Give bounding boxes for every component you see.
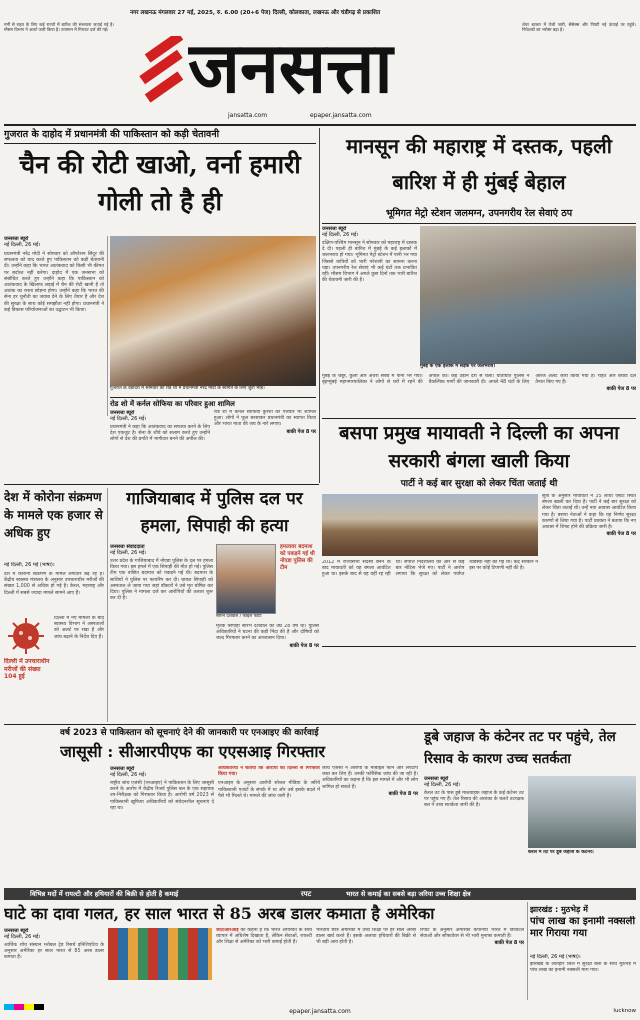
jharkhand-dateline: नई दिल्ली, 26 मई (भाषा)। bbox=[530, 954, 581, 960]
covid-map-label: दिल्ली में उपचाराधीन मरीजों की संख्या 104 हुई bbox=[4, 658, 50, 680]
mayawati-headline[interactable]: बसपा प्रमुख मायावती ने दिल्ली का अपना सरकारी बंगला खाली किया bbox=[339, 423, 619, 472]
brand-logo[interactable]: जनसत्ता bbox=[188, 26, 393, 109]
covid-dateline: नई दिल्ली, 26 मई (भाषा)। bbox=[4, 562, 55, 568]
website-link[interactable]: jansatta.com bbox=[228, 112, 268, 119]
economy-more[interactable]: बाकी पेज 8 पर bbox=[494, 940, 524, 947]
lead-column-1: जनसत्ता ब्यूरो नई दिल्ली, 26 मई। प्रधानमंत्री नरेंद्र मोदी ने सोमवार को ऑपरेशन सिंदूर की सफलता को याद करते हुए पाकिस्तान को कड़ी चेतावनी दी। उन्होंने कहा कि भारत आतंकवाद को किसी भी कीमत पर बर्दाश्त नहीं करेगा। दाहोद में एक जनसभा को संबोधित करते हुए उन्होंने कहा कि पाकिस्तान को आतंकवाद के खिलाफ लड़ाई में चैन की रोटी खानी है तो आतंक का रास्ता छोड़ना होगा। उन्होंने कहा कि भारत की सेना हर चुनौती का जवाब देने के लिए तैयार है और देश की सुरक्षा के साथ कोई समझौता नहीं होगा। प्रधानमंत्री ने कई विकास परियोजनाओं का उद्घाटन भी किया। bbox=[4, 236, 104, 313]
lead-bureau: जनसत्ता ब्यूरो bbox=[4, 236, 29, 242]
ship-headline[interactable]: डूबे जहाज के कंटेनर तट पर पहुंचे, तेल रिसाव के कारण उच्च सतर्कता bbox=[424, 729, 616, 767]
economy-column-2: जीटीआरआइ का कहना है कि भारत अमेरिका के साथ व्यापार में अधिशेष दिखाता है, लेकिन सेवाओं, रायल्टी और शिक्षा से अमेरिका को भारी कमाई होती है। bbox=[216, 928, 312, 946]
lead-kicker: गुजरात के दाहोद में प्रधानमंत्री की पाकिस्तान को कड़ी चेतावनी bbox=[4, 129, 220, 140]
monsoon-photo bbox=[420, 226, 636, 364]
color-bar bbox=[4, 1004, 44, 1010]
mayawati-photo bbox=[322, 494, 538, 556]
ghaziabad-column-2: मृतक सिपाही सौरभ देशवाल की उम्र 28 वर्ष थी। पुलिस अधिकारियों ने घटना की कड़ी निंदा की है और दोषियों को जल्द गिरफ्तार करने का आश्वासन दिया। बाकी पेज 8 पर bbox=[216, 624, 319, 649]
monsoon-photo-caption: मुंबई के एक इलाके में सड़क पर जलभराव। bbox=[420, 364, 496, 369]
ghaziabad-photo-label: सौरभ देशवाल / फाइल फोटो bbox=[216, 614, 262, 619]
lead-photo-caption: रोड शो में कर्नल सोफिया का परिवार हुआ शामिल bbox=[110, 397, 316, 409]
ghaziabad-headline[interactable]: गाजियाबाद में पुलिस दल पर हमला, सिपाही की हत्या bbox=[126, 489, 303, 536]
monsoon-subhead: भूमिगत मेट्रो स्टेशन जलमग्न, उपनगरीय रेल सेवाएं ठप bbox=[385, 208, 573, 219]
lead-photo-sub: गुजरात के वडोदरा में सोमवार को रोड शो में प्रधानमंत्री नरेंद्र मोदी के स्वागत के लिए जुटी भीड़। bbox=[110, 386, 265, 391]
ribbon-middle: रपट bbox=[300, 890, 312, 898]
ghaziabad-highlight: हमलावर बदमाश को पकड़ने गई थी नोएडा पुलिस की टीम bbox=[280, 544, 315, 571]
lead-more[interactable]: बाकी पेज 8 पर bbox=[286, 428, 316, 435]
lead-column-3: रोड शो में कर्नल सोफिया कुरैशी का परिवार भी शामिल हुआ। लोगों ने फूल बरसाकर प्रधानमंत्री का स्वागत किया और भारत माता की जय के नारे लगाए। बाकी पेज 8 पर bbox=[214, 410, 316, 435]
lead-column-2: जनसत्ता ब्यूरो नई दिल्ली, 26 मई। प्रधानमंत्री ने कहा कि आतंकवाद का सफाया करने के लिए देश एकजुट है। सेना के शौर्य को सलाम करते हुए उन्होंने लोगों से देश की प्रगति में भागीदार बनने की अपील की। bbox=[110, 410, 210, 443]
lead-headline[interactable]: चैन की रोटी खाओ, वर्ना हमारी गोली तो है ही bbox=[19, 150, 301, 216]
covid-headline[interactable]: देश में कोरोना संक्रमण के मामले एक हजार से अधिक हुए bbox=[4, 490, 103, 540]
mayawati-column-side: सूत्रों के अनुसार मायावती ने 35 लोधी एस्टेट स्थित बंगला खाली कर दिया है। पार्टी ने कई बार सुरक्षा को लेकर चिंता जताई थी। उन्हें नया आवास आवंटित किया गया है। बसपा नेताओं ने कहा कि यह निर्णय सुरक्षा कारणों से लिया गया है। पार्टी प्रवक्ता ने बताया कि नए आवास में शिफ्ट होने की प्रक्रिया जारी है। बाकी पेज 8 पर bbox=[542, 494, 636, 538]
ghaziabad-column-1: जनसत्ता संवाददाता नई दिल्ली, 26 मई। उत्तर प्रदेश के गाजियाबाद में नोएडा पुलिस के दल पर हमला किया गया। इस हमले में एक सिपाही की मौत हो गई। पुलिस टीम एक वांछित बदमाश को पकड़ने गई थी। बदमाश के साथियों ने पुलिस पर फायरिंग कर दी। घायल सिपाही को अस्पताल ले जाया गया जहां डॉक्टरों ने उसे मृत घोषित कर दिया। पुलिस ने मामला दर्ज कर आरोपियों की तलाश शुरू कर दी है। bbox=[110, 544, 213, 602]
ear-right: शेयर बाजार में तेजी जारी, सेंसेक्स और निफ्टी नई ऊंचाई पर पहुंचे। निवेशकों का भरोसा बढ़ा है। bbox=[522, 22, 636, 32]
monsoon-dateline: नई दिल्ली, 26 मई। bbox=[322, 232, 359, 238]
economy-dateline: नई दिल्ली, 26 मई। bbox=[4, 934, 41, 940]
ship-photo bbox=[528, 776, 636, 848]
economy-headline[interactable]: घाटे का दावा गलत, हर साल भारत से 85 अरब डालर कमाता है अमेरिका bbox=[4, 904, 435, 923]
spy-column-2: अधिकारियों ने बताया कि आरोपी को दिल्ली से गिरफ्तार किया गया। एनआइए के अनुसार आरोपी सोशल मीडिया के जरिये पाकिस्तानी एजंटों के संपर्क में था और उसे इसके बदले में पैसे भी मिलते थे। मामले की जांच जारी है। bbox=[218, 766, 320, 799]
monsoon-headline[interactable]: मानसून की महाराष्ट्र में दस्तक, पहली बारिश में ही मुंबई बेहाल bbox=[346, 134, 612, 194]
mayawati-subhead: पार्टी ने कई बार सुरक्षा को लेकर चिंता जताई थी bbox=[400, 479, 558, 489]
lead-col2-bureau: जनसत्ता ब्यूरो bbox=[110, 410, 135, 416]
spy-dateline: नई दिल्ली, 26 मई। bbox=[110, 772, 147, 778]
economy-column-4: रिपोर्ट के अनुसार अमेरिकी कंपनियां भारत में डिजिटल सेवाओं और सॉफ्टवेयर से भी भारी मुनाफा कमाती हैं। बाकी पेज 8 पर bbox=[420, 928, 524, 947]
monsoon-more[interactable]: बाकी पेज 8 पर bbox=[606, 386, 636, 393]
economy-bureau: जनसत्ता ब्यूरो bbox=[4, 928, 29, 934]
ribbon-right: भारत से कमाई का सबसे बड़ा जरिया उच्च शिक्षा क्षेत्र bbox=[346, 890, 471, 898]
economy-column-1: जनसत्ता ब्यूरो नई दिल्ली, 26 मई। आर्थिक शोध संस्थान ग्लोबल ट्रेड रिसर्च इनिशिएटिव के अनुसार अमेरिका हर साल भारत से 85 अरब डालर कमाता है। bbox=[4, 928, 104, 961]
spy-column-3: जांच एजंसी ने आरोपी के मोबाइल फोन और लैपटॉप जब्त कर लिए हैं। उनकी फोरेंसिक जांच की जा रही है। अधिकारियों का कहना है कि इस मामले में और भी लोग शामिल हो सकते हैं। बाकी पेज 8 पर bbox=[322, 766, 418, 797]
covid-column: देश में कोरोना संक्रमण के मामले लगातार बढ़ रहे हैं। केंद्रीय स्वास्थ्य मंत्रालय के अनुसार उपचाराधीन मरीजों की संख्या 1,000 से अधिक हो गई है। केरल, महाराष्ट्र और दिल्ली में सबसे ज्यादा मामले सामने आए हैं। दिल्ली में उपचाराधीन मरीजों की संख्या 104 हुई दिल्ली में नए मामलों के बाद स्वास्थ्य विभाग ने अस्पतालों को अलर्ट पर रखा है और जांच बढ़ाने के निर्देश दिए हैं। bbox=[4, 572, 104, 712]
ghaziabad-bureau: जनसत्ता संवाददाता bbox=[110, 544, 145, 550]
spy-bureau: जनसत्ता ब्यूरो bbox=[110, 766, 135, 772]
spy-column-1: जनसत्ता ब्यूरो नई दिल्ली, 26 मई। राष्ट्रीय जांच एजंसी (एनआइए) ने पाकिस्तान के लिए जासूसी करने के आरोप में केंद्रीय रिजर्व पुलिस बल के एक सहायक उप-निरीक्षक को गिरफ्तार किया है। आरोपी वर्ष 2023 से पाकिस्तानी खुफिया अधिकारियों को संवेदनशील सूचनाएं दे रहा था। bbox=[110, 766, 214, 811]
jharkhand-headline[interactable]: पांच लाख का इनामी नक्सली मार गिराया गया bbox=[530, 916, 636, 939]
ship-photo-caption: केरल में तट पर डूबे जहाज के कंटेनर। bbox=[528, 850, 594, 855]
ghaziabad-more[interactable]: बाकी पेज 8 पर bbox=[289, 642, 319, 649]
spy-more[interactable]: बाकी पेज 8 पर bbox=[388, 790, 418, 797]
lead-col2-dateline: नई दिल्ली, 26 मई। bbox=[110, 416, 147, 422]
jharkhand-column: झारखंड के लातेहार जिले में सुरक्षा बलों के साथ मुठभेड़ में पांच लाख का इनामी नक्सली मारा गया। bbox=[530, 962, 636, 974]
footer-site[interactable]: epaper.jansatta.com bbox=[289, 1008, 351, 1015]
lead-dateline: नई दिल्ली, 26 मई। bbox=[4, 242, 41, 248]
edition-line: नगर लखनऊ मंगलवार 27 मई, 2025, रु. 6.00 (20+6 पेज) दिल्ली, कोलकाता, लखनऊ और चंडीगढ़ से प्रकाशित bbox=[130, 10, 381, 16]
ghaziabad-dateline: नई दिल्ली, 26 मई। bbox=[110, 550, 147, 556]
jharkhand-kicker: झारखंड : मुठभेड़ में bbox=[530, 905, 588, 914]
monsoon-bureau: जनसत्ता ब्यूरो bbox=[322, 226, 347, 232]
footer-city: lucknow bbox=[613, 1008, 636, 1014]
ship-column-1: जनसत्ता ब्यूरो नई दिल्ली, 26 मई। केरल तट के पास डूबे मालवाहक जहाज के कई कंटेनर तट पर पहुंच गए हैं। तेल रिसाव की आशंका के चलते तटरक्षक बल ने उच्च सतर्कता जारी की है। bbox=[424, 776, 524, 809]
economy-photo bbox=[108, 928, 212, 980]
ship-bureau: जनसत्ता ब्यूरो bbox=[424, 776, 449, 782]
brand-logo-mark bbox=[130, 36, 190, 108]
mayawati-columns: 2012 में राज्यसभा सदस्य बनने के बाद मायावती को यह बंगला आवंटित हुआ था। इसके बाद से वह यहीं रह रही थीं। संपत्ति निदेशालय की ओर से कई बार नोटिस भेजे गए। पार्टी ने आरोप लगाया कि सुरक्षा को लेकर पर्याप्त व्यवस्था नहीं की गई थी। केंद्र सरकार ने इस पर कोई टिप्पणी नहीं की है। bbox=[322, 560, 538, 578]
spy-headline[interactable]: जासूसी : सीआरपीएफ का एएसआइ गिरफ्तार bbox=[60, 742, 326, 761]
ribbon-left: विभिन्न मदों में रायल्टी और हथियारों की बिक्री से होती है कमाई bbox=[30, 890, 179, 898]
lead-photo bbox=[110, 236, 316, 386]
monsoon-column-3: मुंबई के चेंबूर, कुर्ला और अंधेरी सबवे में पानी भर गया। बृहन्मुंबई महानगरपालिका ने लोगों से घरों में रहने की अपील की। कई उड़ानें देरी से चलीं। यातायात पुलिस ने वैकल्पिक मार्गों की जानकारी दी। अगले 48 घंटों के लिए ऑरेंज अलर्ट जारी किया गया है। राहत और बचाव दल तैनात किए गए हैं। बाकी पेज 8 पर bbox=[322, 374, 636, 393]
epaper-link[interactable]: epaper.jansatta.com bbox=[310, 112, 372, 119]
nia-strip: वर्ष 2023 से पाकिस्तान को सूचनाएं देने की जानकारी पर एनआइए की कार्रवाई bbox=[60, 728, 319, 738]
ghaziabad-photo bbox=[216, 544, 276, 614]
virus-graphic bbox=[6, 616, 46, 656]
monsoon-column-1: जनसत्ता ब्यूरो नई दिल्ली, 26 मई। दक्षिण-पश्चिम मानसून ने सोमवार को महाराष्ट्र में दस्तक दे दी। पहली ही बारिश में मुंबई के कई इलाकों में जलभराव हो गया। भूमिगत मेट्रो स्टेशन में पानी भर गया जिससे यात्रियों को भारी परेशानी का सामना करना पड़ा। उपनगरीय रेल सेवाएं भी कई घंटों तक प्रभावित रहीं। मौसम विभाग ने अगले कुछ दिनों तक भारी बारिश की चेतावनी जारी की है। bbox=[322, 226, 417, 284]
ear-left: गर्मी से राहत के लिए कई राज्यों में बारिश की संभावना जताई गई है। मौसम विभाग ने अलर्ट जारी किया है। तापमान में गिरावट दर्ज की गई। bbox=[4, 22, 114, 32]
covid-more[interactable] bbox=[4, 714, 104, 722]
ship-dateline: नई दिल्ली, 26 मई। bbox=[424, 782, 461, 788]
economy-column-3: भारतीय छात्र अमेरिका में उच्च शिक्षा पर हर साल अरबों डालर खर्च करते हैं। इसके अलावा हथियारों की बिक्री से भी बड़ी आय होती है। bbox=[316, 928, 416, 946]
mayawati-more[interactable]: बाकी पेज 8 पर bbox=[606, 531, 636, 538]
